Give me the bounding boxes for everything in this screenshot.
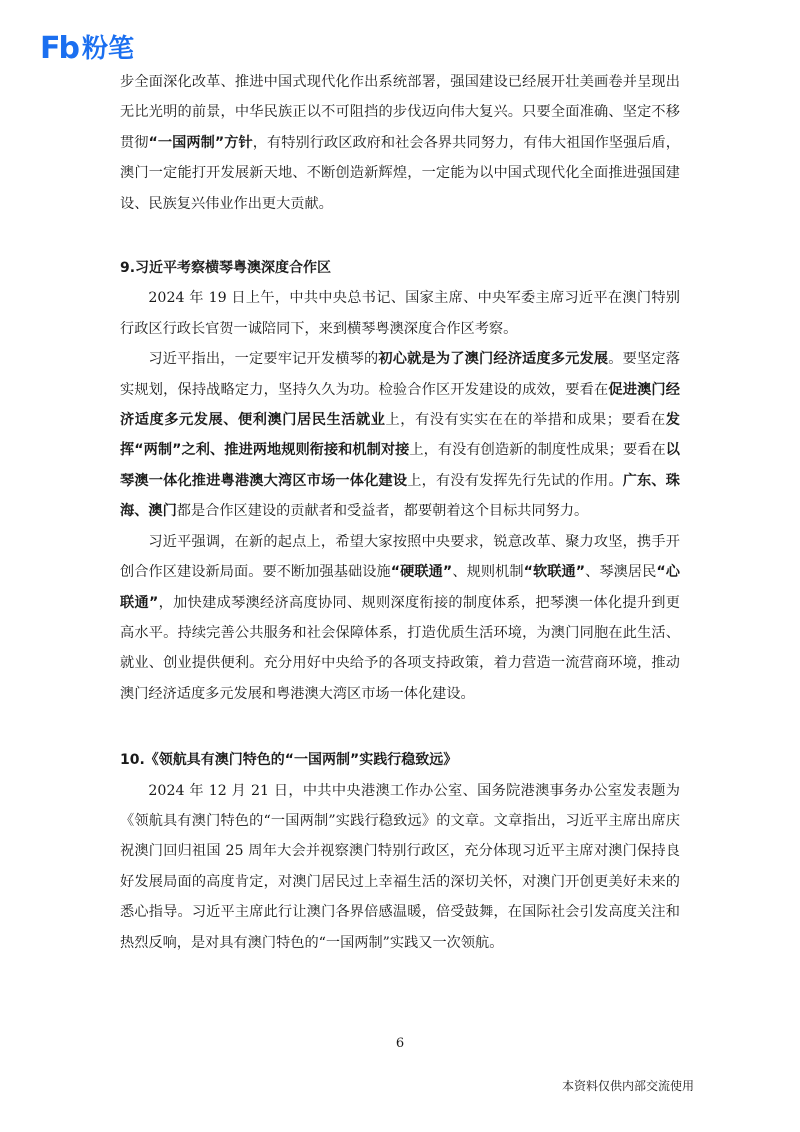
section-9-title: 9.习近平考察横琴粤澳深度合作区	[120, 260, 332, 277]
fenbi-logo-mark: Fb	[40, 31, 78, 66]
section-9-paragraph-1: 2024 年 19 日上午，中共中央总书记、国家主席、中央军委主席习近平在澳门特别行政区行政长官贺一诚陪同下，来到横琴粤澳深度合作区考察。	[120, 290, 680, 337]
section-10-title: 10.《领航具有澳门特色的“一国两制”实践行稳致远》	[120, 752, 458, 769]
section-9-paragraph-2: 习近平指出，一定要牢记开发横琴的初心就是为了澳门经济适度多元发展。要坚定落实规划，保持战略定力，坚持久久为功。检验合作区开发建设的成效，要看在促进澳门经济适度多元发展、便利澳门居民生活就业上，有没有实实在在的举措和成果；要看在发挥“两制”之利、推进两地规则衔接和机制对接上，有没有创造新的制度性成果；要看在以琴澳一体化推进粤港澳大湾区市场一体化建设上，有没有发挥先行先试的作用。广东、珠海、澳门都是合作区建设的贡献者和受益者，都要朝着这个目标共同努力。	[120, 351, 680, 520]
section-10-paragraph-1: 2024 年 12 月 21 日，中共中央港澳工作办公室、国务院港澳事务办公室发表题为《领航具有澳门特色的“一国两制”实践行稳致远》的文章。文章指出，习近平主席出席庆祝澳门回归祖国 25 周年大会并视察澳门特别行政区，充分体现习近平主席对澳门保持良好发展局面的高度肯定，对澳门居民过上幸福生活的深切关怀，对澳门开创更美好未来的悉心指导。习近平主席此行让澳门各界倍感温暖，倍受鼓舞，在国际社会引发高度关注和热烈反响，是对具有澳门特色的“一国两制”实践又一次领航。	[120, 782, 680, 951]
fenbi-logo-text: 粉笔	[81, 34, 134, 64]
footer-note: 本资料仅供内部交流使用	[561, 1079, 694, 1093]
intro-paragraph: 步全面深化改革、推进中国式现代化作出系统部署，强国建设已经展开壮美画卷并呈现出无比光明的前景，中华民族正以不可阻挡的步伐迈向伟大复兴。只要全面准确、坚定不移贯彻“一国两制”方针，有特别行政区政府和社会各界共同努力，有伟大祖国作坚强后盾，澳门一定能打开发展新天地、不断创造新辉煌，一定能为以中国式现代化全面推进强国建设、民族复兴伟业作出更大贡献。	[120, 74, 680, 212]
section-9-paragraph-3: 习近平强调，在新的起点上，希望大家按照中央要求，锐意改革、聚力攻坚，携手开创合作区建设新局面。要不断加强基础设施“硬联通”、规则机制“软联通”、琴澳居民“心联通”，加快建成琴澳经济高度协同、规则深度衔接的制度体系，把琴澳一体化提升到更高水平。持续完善公共服务和社会保障体系，打造优质生活环境，为澳门同胞在此生活、就业、创业提供便利。充分用好中央给予的各项支持政策，着力营造一流营商环境，推动澳门经济适度多元发展和粤港澳大湾区市场一体化建设。	[120, 533, 680, 702]
document-body	[120, 67, 680, 958]
brand-logo	[40, 31, 134, 66]
page-number: 6	[395, 1036, 405, 1051]
